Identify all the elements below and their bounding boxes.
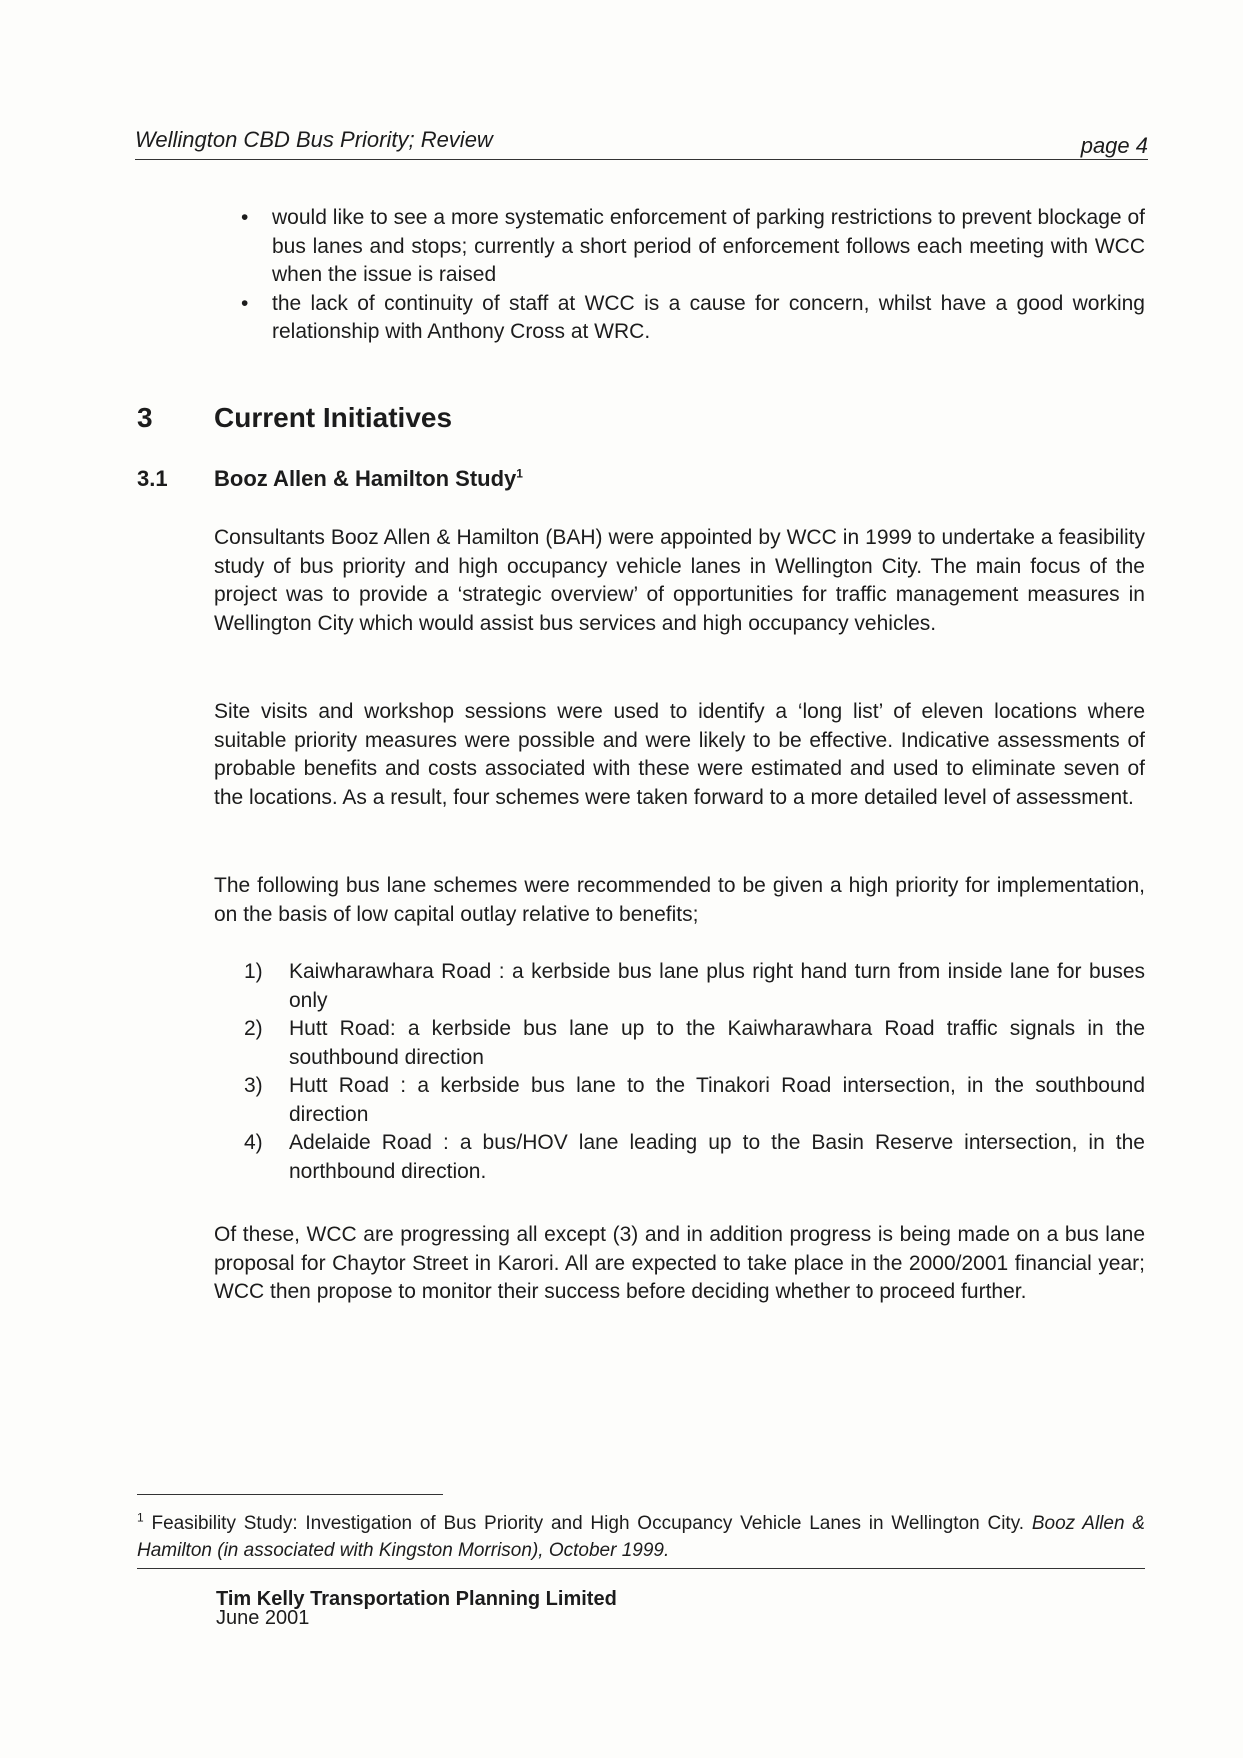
bullet-text: would like to see a more systematic enforcement of parking restrictions to prevent blockage of bus lanes and stops; currently a short period of enforcement follows each meeting with WCC when the issue is raised xyxy=(272,206,1145,286)
bullet-item xyxy=(225,204,1145,290)
list-item xyxy=(214,1015,1145,1072)
section-number: 3 xyxy=(137,402,153,433)
section-title: Current Initiatives xyxy=(214,402,453,433)
bullet-list xyxy=(225,204,1145,347)
bullet-icon: • xyxy=(241,291,249,315)
page-footer xyxy=(216,1590,617,1628)
list-item-text: Hutt Road : a kerbside bus lane to the Tinakori Road intersection, in the southbound direction xyxy=(289,1074,1145,1126)
running-header xyxy=(135,125,1148,160)
list-item-number: 1) xyxy=(244,960,263,983)
bullet-icon: • xyxy=(241,206,249,229)
footnote xyxy=(137,1510,1145,1569)
paragraph: The following bus lane schemes were recommended to be given a high priority for implementation, on the basis of low capital outlay relative to benefits; xyxy=(214,874,1145,926)
page-number: page 4 xyxy=(1080,133,1148,158)
list-item-number: 2) xyxy=(244,1017,263,1040)
footnote-reference[interactable]: 1 xyxy=(516,466,523,481)
footnote-separator xyxy=(137,1494,443,1495)
list-item xyxy=(214,1129,1145,1186)
document-title: Wellington CBD Bus Priority; Review xyxy=(135,127,493,152)
subsection-number: 3.1 xyxy=(137,466,168,491)
bullet-text: the lack of continuity of staff at WCC is a cause for concern, whilst have a good working relationship with Anthony Cross at WRC. xyxy=(272,291,1145,343)
bullet-item xyxy=(225,290,1145,347)
paragraph: Of these, WCC are progressing all except (3) and in addition progress is being made on a bus lane proposal for Chaytor Street in Karori. All are expected to take place in the 2000/2001 financial year; WCC then propose to monitor their success before deciding whether to proceed further. xyxy=(214,1223,1145,1303)
list-item-number: 4) xyxy=(244,1131,263,1154)
footer-date: June 2001 xyxy=(216,1607,310,1629)
paragraph: Consultants Booz Allen & Hamilton (BAH) were appointed by WCC in 1999 to undertake a feasibility study of bus priority and high occupancy vehicle lanes in Wellington City. The main focus of the project was to provide a ‘strategic overview’ of opportunities for traffic management measures in Wellington City which would assist bus services and high occupancy vehicles. xyxy=(214,526,1145,635)
list-item xyxy=(214,958,1145,1015)
scheme-list xyxy=(214,958,1145,1186)
list-item xyxy=(214,1072,1145,1129)
list-item-text: Adelaide Road : a bus/HOV lane leading up to the Basin Reserve intersection, in the northbound direction. xyxy=(289,1131,1145,1183)
footnote-marker: 1 xyxy=(137,1510,144,1525)
subsection-title: Booz Allen & Hamilton Study xyxy=(214,466,517,491)
footnote-citation: Booz Allen & Hamilton (in associated with Kingston Morrison), October 1999. xyxy=(137,1513,1145,1561)
list-item-text: Kaiwharawhara Road : a kerbside bus lane plus right hand turn from inside lane for buses only xyxy=(289,960,1145,1012)
footnote-text: Feasibility Study: Investigation of Bus Priority and High Occupancy Vehicle Lanes in Wellington City. xyxy=(143,1513,1032,1534)
list-item-text: Hutt Road: a kerbside bus lane up to the Kaiwharawhara Road traffic signals in the southbound direction xyxy=(289,1017,1145,1069)
paragraph: Site visits and workshop sessions were used to identify a ‘long list’ of eleven locations where suitable priority measures were possible and were likely to be effective. Indicative assessments of probable benefits and costs associated with these were estimated and used to eliminate seven of the locations. As a result, four schemes were taken forward to a more detailed level of assessment. xyxy=(214,700,1145,809)
company-name: Tim Kelly Transportation Planning Limited xyxy=(216,1588,617,1610)
list-item-number: 3) xyxy=(244,1074,263,1097)
